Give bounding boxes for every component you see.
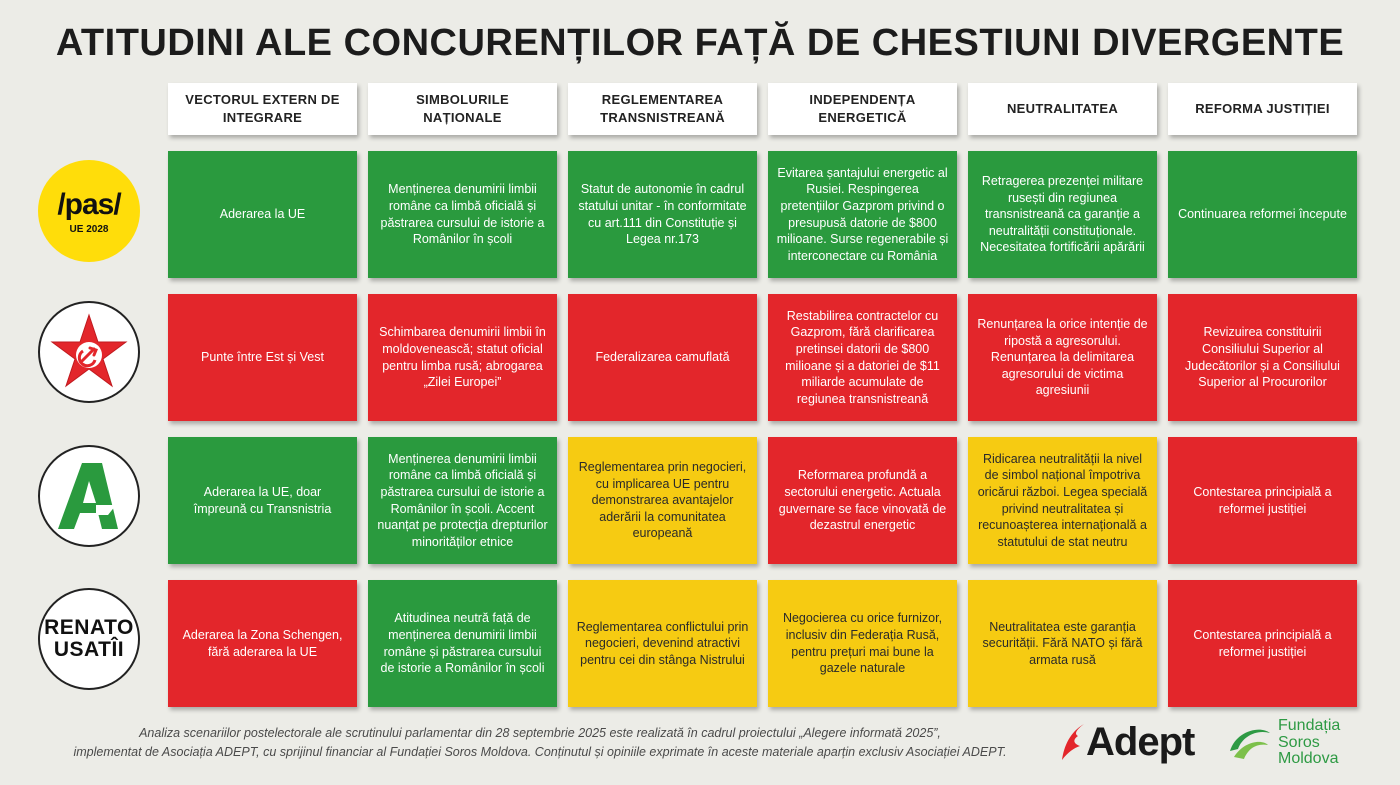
table-cell: Reformarea profundă a sectorului energetic. Actuala guvernare se face vinovată de dezastrul energetic [768,437,957,564]
table-cell: Statut de autonomie în cadrul statului unitar - în conformitate cu art.111 din Constituție și Legea nr.173 [568,151,757,278]
soros-logo [1226,718,1340,768]
table-cell: Negocierea cu orice furnizor, inclusiv din Federația Rusă, pentru prețuri mai bune la gazele naturale [768,580,957,707]
column-header: REGLEMENTAREA TRANSNISTREANĂ [568,83,757,135]
column-header: INDEPENDENȚA ENERGETICĂ [768,83,957,135]
table-cell: Federalizarea camuflată [568,294,757,421]
footer-line: implementat de Asociația ADEPT, cu sprijinul financiar al Fundației Soros Moldova. Conținutul și opiniile exprimate în aceste materiale aparțin exclusiv Asociației ADEPT. [73,745,1007,760]
table-cell: Punte între Est și Vest [168,294,357,421]
table-cell: Aderarea la Zona Schengen, fără aderarea la UE [168,580,357,707]
table-cell: Menținerea denumirii limbii române ca limbă oficială și păstrarea cursului de istorie a Românilor în școli. Accent nuanțat pe protecția drepturilor minorităților etnice [368,437,557,564]
renato-usatii-logo [38,588,140,690]
soros-logo-line: Moldova [1278,750,1339,768]
soros-logo-line: Soros [1278,733,1320,751]
table-cell: Neutralitatea este garanția securității. Fără NATO și fără armata rusă [968,580,1157,707]
table-cell: Continuarea reformei începute [1168,151,1357,278]
table-cell: Aderarea la UE, doar împreună cu Transnistria [168,437,357,564]
pas-logo [38,160,140,262]
alternativa-logo [38,445,140,547]
table-cell: Ridicarea neutralității la nivel de simbol național împotriva oricărui război. Legea specială privind neutralitatea și recunoașterea internațională a statutului de stat neutru [968,437,1157,564]
soros-logo-text [1278,718,1340,768]
table-cell: Reglementarea prin negocieri, cu implicarea UE pentru demonstrarea avantajelor aderării la comunitatea europeană [568,437,757,564]
pas-logo-text: /pas/ [57,187,121,221]
table-cell: Retragerea prezenței militare rusești din regiunea transnistreană ca garanție a neutralității constituționale. Necesitatea fortificării apărării [968,151,1157,278]
footer-line: Analiza scenariilor postelectorale ale scrutinului parlamentar din 28 septembrie 2025 este realizată în cadrul proiectului „Alegere informată 2025”, [139,726,941,740]
socialist-star-logo [38,301,140,403]
column-header: NEUTRALITATEA [968,83,1157,135]
table-cell: Aderarea la UE [168,151,357,278]
table-cell: Renunțarea la orice intenție de ripostă a agresorului. Renunțarea la delimitarea agresorului de victima agresiunii [968,294,1157,421]
table-cell: Revizuirea constituirii Consiliului Superior al Judecătorilor și a Consiliului Superior al Procurorilor [1168,294,1357,421]
column-header: SIMBOLURILE NAȚIONALE [368,83,557,135]
table-cell: Contestarea principială a reformei justiției [1168,437,1357,564]
column-header: REFORMA JUSTIȚIEI [1168,83,1357,135]
adept-logo-text: Adept [1086,719,1195,764]
renato-usatii-logo-text: RENATO USATÎI [44,615,134,661]
adept-logo [1060,716,1194,768]
soros-swirl-icon [1226,723,1272,763]
red-star-icon [46,309,132,395]
table-cell: Atitudinea neutră față de menținerea denumirii limbii române și păstrarea cursului de istorie a Românilor în școli [368,580,557,707]
green-a-icon [52,459,126,533]
soros-logo-line: Fundația [1278,716,1341,734]
page-title: ATITUDINI ALE CONCURENȚILOR FAȚĂ DE CHESTIUNI DIVERGENTE [55,22,1345,64]
column-header: VECTORUL EXTERN DE INTEGRARE [168,83,357,135]
table-cell: Contestarea principială a reformei justiției [1168,580,1357,707]
table-cell: Menținerea denumirii limbii române ca limbă oficială și păstrarea cursului de istorie a Românilor în școli [368,151,557,278]
pas-logo-subtitle: UE 2028 [69,223,109,235]
table-cell: Schimbarea denumirii limbii în moldovenească; statut oficial pentru limba rusă; abrogarea „Zilei Europei” [368,294,557,421]
footer-note [40,724,1040,763]
table-cell: Restabilirea contractelor cu Gazprom, fără clarificarea pretinsei datorii de $800 milioane și a datoriei de $11 miliarde acumulate de regiunea transnistreană [768,294,957,421]
comparison-table [168,83,1357,707]
adept-feather-icon [1060,722,1086,762]
table-cell: Evitarea șantajului energetic al Rusiei. Respingerea pretențiilor Gazprom privind o presupusă datorie de $800 milioane. Surse regenerabile și interconectare cu România [768,151,957,278]
table-cell: Reglementarea conflictului prin negocieri, devenind atractivi pentru cei din stânga Nistrului [568,580,757,707]
